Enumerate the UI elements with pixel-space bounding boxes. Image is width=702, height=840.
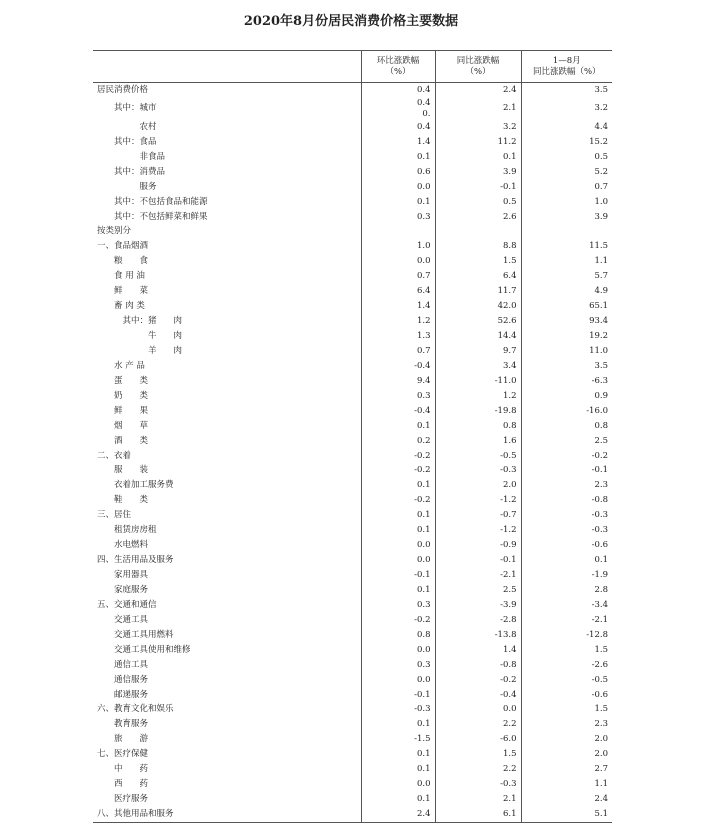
- yoy-value: -3.9: [435, 598, 521, 613]
- row-label: 其中：不包括食品和能源: [97, 196, 208, 207]
- row-label: 教育服务: [97, 719, 149, 730]
- table-row: [93, 628, 612, 643]
- row-label: 农村: [97, 121, 157, 132]
- table-row: [93, 762, 612, 777]
- table-row: [93, 792, 612, 807]
- table-row: [93, 210, 612, 225]
- row-label: 蛋 类: [97, 375, 149, 386]
- table-row: [93, 538, 612, 553]
- yoy-value: 3.2: [435, 120, 521, 135]
- mom-value: 0.3: [361, 389, 435, 404]
- ytd-value: 2.5: [521, 434, 612, 449]
- table-row: [93, 299, 612, 314]
- table-row: [93, 389, 612, 404]
- ytd-value: 2.4: [521, 792, 612, 807]
- row-label: 六、教育文化和娱乐: [97, 704, 174, 715]
- mom-value: -0.4: [361, 404, 435, 419]
- table-row: [93, 254, 612, 269]
- row-label: 其中：消费品: [97, 166, 166, 177]
- table-row: [93, 83, 612, 98]
- yoy-value: -2.8: [435, 613, 521, 628]
- table-row: [93, 747, 612, 762]
- header-ytd: 1—8月 同比涨跌幅（%）: [521, 51, 612, 83]
- ytd-value: 3.9: [521, 210, 612, 225]
- table-row: [93, 478, 612, 493]
- row-label: 交通工具: [97, 614, 149, 625]
- mom-value: 6.4: [361, 284, 435, 299]
- yoy-value: -0.7: [435, 508, 521, 523]
- table-row: [93, 344, 612, 359]
- row-label: 食 用 油: [97, 271, 145, 282]
- yoy-value: 11.2: [435, 135, 521, 150]
- row-label: 旅 游: [97, 734, 149, 745]
- ytd-value: 1.5: [521, 643, 612, 658]
- table-row: [93, 239, 612, 254]
- row-label: 粮 食: [97, 256, 149, 267]
- header-mom: 环比涨跌幅 （%）: [361, 51, 435, 83]
- table-row: [93, 180, 612, 195]
- mom-value: 1.4: [361, 135, 435, 150]
- mom-value: 0.1: [361, 419, 435, 434]
- mom-value: 0.7: [361, 344, 435, 359]
- mom-value: 0.1: [361, 792, 435, 807]
- mom-value: -0.1: [361, 568, 435, 583]
- mom-value: 0.4: [361, 120, 435, 135]
- ytd-value: 1.1: [521, 777, 612, 792]
- row-label: 其中：城市: [97, 103, 157, 114]
- row-label: 服务: [97, 181, 157, 192]
- mom-value: -0.2: [361, 449, 435, 464]
- ytd-value: 2.3: [521, 717, 612, 732]
- ytd-value: -0.3: [521, 523, 612, 538]
- mom-value: 0.0: [361, 254, 435, 269]
- mom-value: 0.1: [361, 762, 435, 777]
- yoy-value: 0.8: [435, 419, 521, 434]
- ytd-value: -12.8: [521, 628, 612, 643]
- mom-value: 0.1: [361, 508, 435, 523]
- row-label: 通信工具: [97, 659, 149, 670]
- table-row: [93, 269, 612, 284]
- table-row: [93, 150, 612, 165]
- ytd-value: 2.0: [521, 747, 612, 762]
- ytd-value: 11.5: [521, 239, 612, 254]
- row-label: 家用器具: [97, 570, 149, 581]
- mom-value: 2.4: [361, 807, 435, 822]
- table-row: [93, 717, 612, 732]
- table-row: [93, 583, 612, 598]
- table-row: [93, 493, 612, 508]
- row-label: 居民消费价格: [97, 84, 149, 95]
- row-label: 租赁房房租: [97, 525, 157, 536]
- yoy-value: 2.1: [435, 98, 521, 120]
- table-row: [93, 464, 612, 479]
- ytd-value: 3.5: [521, 359, 612, 374]
- mom-value: -0.1: [361, 688, 435, 703]
- mom-value: -0.2: [361, 613, 435, 628]
- row-label: 鞋 类: [97, 495, 149, 506]
- table-row: [93, 598, 612, 613]
- yoy-value: 2.5: [435, 583, 521, 598]
- ytd-value: -0.6: [521, 688, 612, 703]
- header-yoy: 同比涨跌幅 （%）: [435, 51, 521, 83]
- mom-value: -1.5: [361, 732, 435, 747]
- ytd-value: 15.2: [521, 135, 612, 150]
- ytd-value: -0.3: [521, 508, 612, 523]
- table-row: [93, 688, 612, 703]
- row-label: 水 产 品: [97, 360, 145, 371]
- yoy-value: 0.5: [435, 195, 521, 210]
- yoy-value: 1.5: [435, 747, 521, 762]
- row-label: 交通工具用燃料: [97, 629, 174, 640]
- mom-value: 0.6: [361, 165, 435, 180]
- yoy-value: -0.1: [435, 180, 521, 195]
- yoy-value: 14.4: [435, 329, 521, 344]
- yoy-value: 9.7: [435, 344, 521, 359]
- ytd-value: 3.2: [521, 98, 612, 120]
- yoy-value: -0.3: [435, 777, 521, 792]
- table-row: [93, 658, 612, 673]
- yoy-value: 1.4: [435, 643, 521, 658]
- ytd-value: 4.9: [521, 284, 612, 299]
- mom-value: 0.1: [361, 583, 435, 598]
- ytd-value: 5.7: [521, 269, 612, 284]
- table-row: [93, 568, 612, 583]
- table-row: [93, 98, 612, 120]
- mom-value: 0.1: [361, 195, 435, 210]
- ytd-value: 2.7: [521, 762, 612, 777]
- yoy-value: 0.0: [435, 703, 521, 718]
- row-label: 羊 肉: [97, 345, 183, 356]
- mom-value: 0.1: [361, 747, 435, 762]
- row-label: 服 装: [97, 465, 149, 476]
- ytd-value: 0.9: [521, 389, 612, 404]
- table-row: [93, 449, 612, 464]
- yoy-value: -1.2: [435, 493, 521, 508]
- mom-value: -0.2: [361, 464, 435, 479]
- ytd-value: -0.5: [521, 673, 612, 688]
- table-row: [93, 508, 612, 523]
- mom-value: 0.3: [361, 210, 435, 225]
- ytd-value: 19.2: [521, 329, 612, 344]
- ytd-value: 4.4: [521, 120, 612, 135]
- cpi-table: [93, 50, 612, 823]
- yoy-value: -6.0: [435, 732, 521, 747]
- yoy-value: -0.3: [435, 464, 521, 479]
- yoy-value: 3.4: [435, 359, 521, 374]
- ytd-value: 1.1: [521, 254, 612, 269]
- table-row: [93, 284, 612, 299]
- mom-value: 1.4: [361, 299, 435, 314]
- row-label: 中 药: [97, 764, 149, 775]
- table-row: [93, 553, 612, 568]
- yoy-value: 2.2: [435, 717, 521, 732]
- row-label: 畜 肉 类: [97, 301, 145, 312]
- ytd-value: 5.2: [521, 165, 612, 180]
- row-label: 七、医疗保健: [97, 749, 149, 760]
- mom-value: -0.2: [361, 493, 435, 508]
- row-label: 其中：猪 肉: [97, 316, 183, 327]
- yoy-value: 1.6: [435, 434, 521, 449]
- mom-value: 0.1: [361, 523, 435, 538]
- ytd-value: -2.6: [521, 658, 612, 673]
- yoy-value: -1.2: [435, 523, 521, 538]
- yoy-value: 52.6: [435, 314, 521, 329]
- row-label: 其中：食品: [97, 136, 157, 147]
- table-row: [93, 135, 612, 150]
- ytd-value: 1.5: [521, 703, 612, 718]
- row-label: 其中：不包括鲜菜和鲜果: [97, 211, 208, 222]
- ytd-value: 3.5: [521, 83, 612, 98]
- ytd-value: 93.4: [521, 314, 612, 329]
- mom-value: -0.3: [361, 703, 435, 718]
- table-header-row: [93, 51, 612, 83]
- yoy-value: -13.8: [435, 628, 521, 643]
- yoy-value: -2.1: [435, 568, 521, 583]
- yoy-value: 2.1: [435, 792, 521, 807]
- mom-value: 1.3: [361, 329, 435, 344]
- row-label: 交通工具使用和维修: [97, 644, 191, 655]
- mom-value: 0.0: [361, 553, 435, 568]
- mom-value: 0.1: [361, 717, 435, 732]
- ytd-value: -3.4: [521, 598, 612, 613]
- row-label: 烟 草: [97, 420, 149, 431]
- mom-value: 0.0: [361, 777, 435, 792]
- mom-value: 0.4: [361, 83, 435, 98]
- yoy-value: 0.1: [435, 150, 521, 165]
- mom-value: 1.2: [361, 314, 435, 329]
- ytd-value: 2.0: [521, 732, 612, 747]
- yoy-value: 42.0: [435, 299, 521, 314]
- ytd-value: 5.1: [521, 807, 612, 822]
- table-row: [93, 359, 612, 374]
- table-row: [93, 374, 612, 389]
- row-label: 水电燃料: [97, 540, 149, 551]
- table-row: [93, 673, 612, 688]
- ytd-value: 2.8: [521, 583, 612, 598]
- mom-value: 0.0: [361, 538, 435, 553]
- ytd-value: 1.0: [521, 195, 612, 210]
- table-row: [93, 613, 612, 628]
- ytd-value: 11.0: [521, 344, 612, 359]
- yoy-value: 1.2: [435, 389, 521, 404]
- yoy-value: 1.5: [435, 254, 521, 269]
- row-label: 按类别分: [97, 226, 132, 237]
- yoy-value: -11.0: [435, 374, 521, 389]
- ytd-value: -0.2: [521, 449, 612, 464]
- mom-value: 0.3: [361, 658, 435, 673]
- yoy-value: -0.4: [435, 688, 521, 703]
- row-label: 医疗服务: [97, 794, 149, 805]
- table-row: [93, 419, 612, 434]
- row-label: 一、食品烟酒: [97, 241, 149, 252]
- table-row: [93, 165, 612, 180]
- yoy-value: 6.1: [435, 807, 521, 822]
- mom-value: 0.8: [361, 628, 435, 643]
- ytd-value: -16.0: [521, 404, 612, 419]
- row-label: 奶 类: [97, 390, 149, 401]
- yoy-value: 2.4: [435, 83, 521, 98]
- yoy-value: -0.5: [435, 449, 521, 464]
- row-label: 牛 肉: [97, 331, 183, 342]
- table-row: [93, 732, 612, 747]
- ytd-value: -6.3: [521, 374, 612, 389]
- mom-value: 0.0: [361, 180, 435, 195]
- mom-value: -0.4: [361, 359, 435, 374]
- table-row: [93, 195, 612, 210]
- row-label: 非食品: [97, 151, 166, 162]
- mom-value: 0.2: [361, 434, 435, 449]
- mom-value: [361, 225, 435, 240]
- yoy-value: 2.2: [435, 762, 521, 777]
- ytd-value: 0.7: [521, 180, 612, 195]
- mom-value: 0.1: [361, 150, 435, 165]
- row-label: 鲜 菜: [97, 286, 149, 297]
- mom-value: 0.7: [361, 269, 435, 284]
- ytd-value: -0.6: [521, 538, 612, 553]
- yoy-value: -0.8: [435, 658, 521, 673]
- table-row: [93, 434, 612, 449]
- header-item: [93, 51, 361, 83]
- row-label: 通信服务: [97, 674, 149, 685]
- yoy-value: 11.7: [435, 284, 521, 299]
- table-row: [93, 225, 612, 240]
- row-label: 四、生活用品及服务: [97, 555, 174, 566]
- page-title: 2020年8月份居民消费价格主要数据: [243, 14, 459, 29]
- ytd-value: -0.8: [521, 493, 612, 508]
- table-row: [93, 777, 612, 792]
- mom-value: 9.4: [361, 374, 435, 389]
- mom-value: 0.0: [361, 643, 435, 658]
- yoy-value: 2.6: [435, 210, 521, 225]
- ytd-value: -2.1: [521, 613, 612, 628]
- table-row: [93, 120, 612, 135]
- table-row: [93, 807, 612, 822]
- mom-value: 0.4 0.: [361, 98, 435, 120]
- ytd-value: 0.5: [521, 150, 612, 165]
- yoy-value: [435, 225, 521, 240]
- ytd-value: 0.1: [521, 553, 612, 568]
- yoy-value: 2.0: [435, 478, 521, 493]
- table-row: [93, 523, 612, 538]
- row-label: 三、居住: [97, 510, 132, 521]
- ytd-value: 0.8: [521, 419, 612, 434]
- table-row: [93, 643, 612, 658]
- row-label: 八、其他用品和服务: [93, 807, 361, 822]
- yoy-value: 3.9: [435, 165, 521, 180]
- table-row: [93, 703, 612, 718]
- row-label: 鲜 果: [97, 405, 149, 416]
- table-row: [93, 314, 612, 329]
- ytd-value: 65.1: [521, 299, 612, 314]
- row-label: 家庭服务: [97, 584, 149, 595]
- yoy-value: -0.2: [435, 673, 521, 688]
- table-row: [93, 404, 612, 419]
- row-label: 二、衣着: [97, 450, 132, 461]
- yoy-value: -0.1: [435, 553, 521, 568]
- mom-value: 0.3: [361, 598, 435, 613]
- ytd-value: -0.1: [521, 464, 612, 479]
- mom-value: 1.0: [361, 239, 435, 254]
- row-label: 酒 类: [97, 435, 149, 446]
- row-label: 西 药: [97, 779, 149, 790]
- row-label: 五、交通和通信: [97, 599, 157, 610]
- mom-value: 0.1: [361, 478, 435, 493]
- yoy-value: -19.8: [435, 404, 521, 419]
- yoy-value: 6.4: [435, 269, 521, 284]
- mom-value: 0.0: [361, 673, 435, 688]
- yoy-value: 8.8: [435, 239, 521, 254]
- row-label: 衣着加工服务费: [97, 480, 174, 491]
- row-label: 邮递服务: [97, 689, 149, 700]
- table-row: [93, 329, 612, 344]
- yoy-value: -0.9: [435, 538, 521, 553]
- ytd-value: [521, 225, 612, 240]
- ytd-value: -1.9: [521, 568, 612, 583]
- ytd-value: 2.3: [521, 478, 612, 493]
